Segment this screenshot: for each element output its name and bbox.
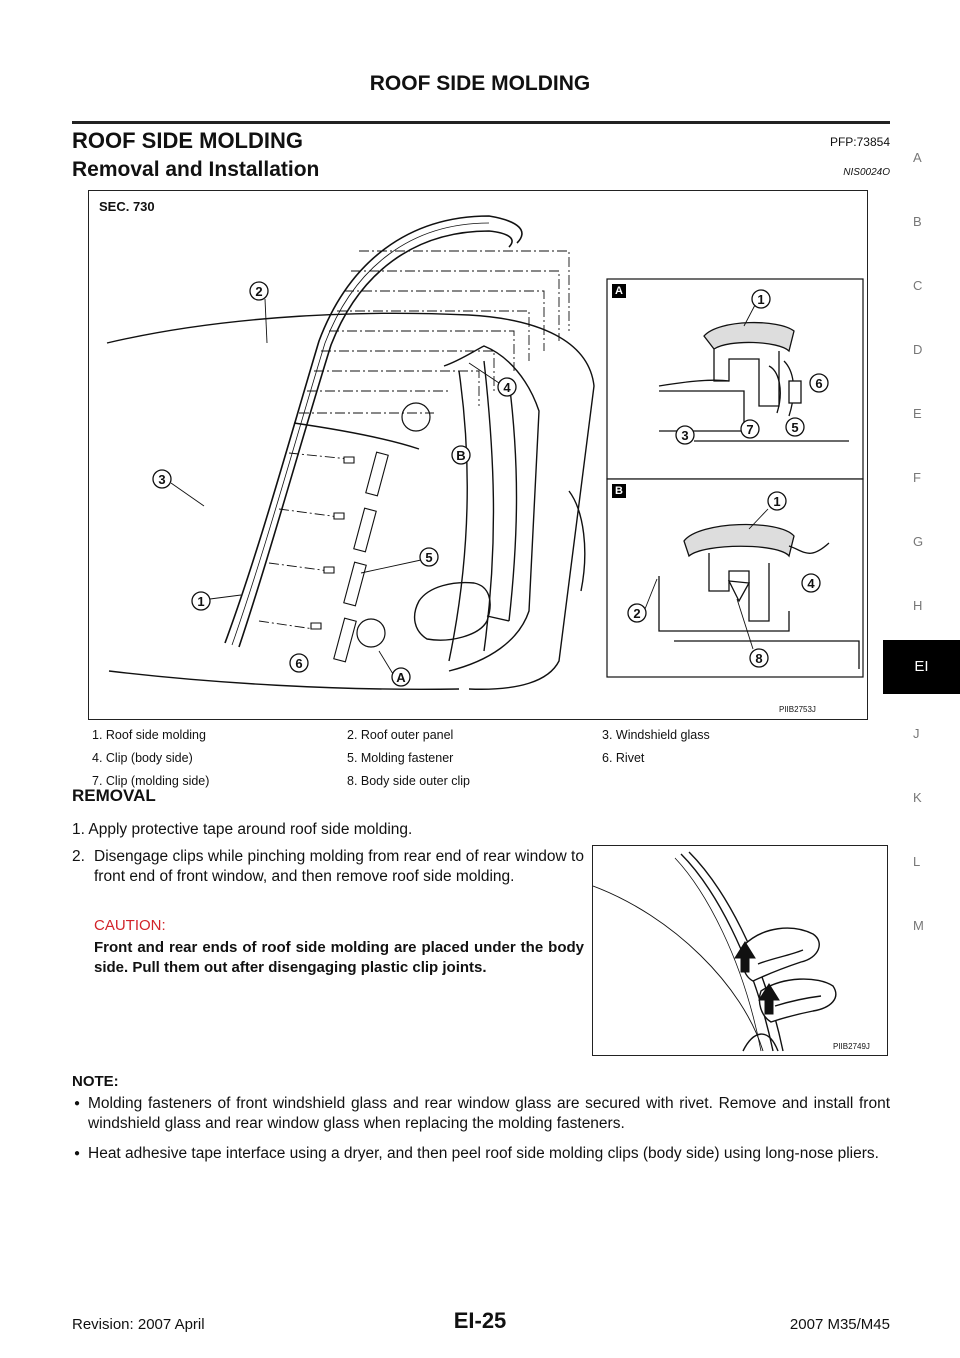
note-bullet-2 xyxy=(72,1144,890,1164)
callout-3-a xyxy=(676,426,694,444)
svg-text:2: 2 xyxy=(255,284,263,299)
legend-row xyxy=(92,774,872,797)
callout-1-b xyxy=(768,492,786,510)
svg-text:5: 5 xyxy=(791,420,799,435)
legend-item: 3. Windshield glass xyxy=(602,728,710,742)
detail-b-box xyxy=(607,479,863,677)
footer-model: 2007 M35/M45 xyxy=(789,1316,890,1333)
callout-6-main xyxy=(290,654,308,672)
legend-item: 2. Roof outer panel xyxy=(347,728,454,742)
side-tab-g[interactable]: G xyxy=(913,534,924,549)
caution-text: Front and rear ends of roof side molding are placed under the body side. Pull them out after disengaging plastic clip joints. xyxy=(94,939,584,976)
svg-text:2: 2 xyxy=(633,606,641,621)
side-tab-k[interactable]: K xyxy=(913,790,922,805)
note-bullet-1 xyxy=(72,1094,890,1134)
hands-pulling-molding xyxy=(593,846,889,1057)
side-tab-ei-active[interactable]: EI xyxy=(883,640,960,694)
callout-6-a xyxy=(810,374,828,392)
side-tab-j[interactable]: J xyxy=(913,726,920,741)
callout-a-main xyxy=(392,668,410,686)
legend-item: 7. Clip (molding side) xyxy=(92,774,210,788)
removal-heading: REMOVAL xyxy=(72,786,156,805)
photo-image-code: PIIB2749J xyxy=(833,1042,870,1051)
side-tab-m[interactable]: M xyxy=(913,918,924,933)
step-text: Disengage clips while pinching molding from rear end of rear window to front end of front window, and then remove roof side molding. xyxy=(94,848,584,885)
svg-text:3: 3 xyxy=(681,428,689,443)
side-tab-a[interactable]: A xyxy=(913,150,922,165)
side-tab-c[interactable]: C xyxy=(913,278,923,293)
bullet-symbol: ● xyxy=(74,1098,81,1109)
roof-molding-figure xyxy=(88,190,868,720)
callout-3-main xyxy=(153,470,171,488)
legend-item: 8. Body side outer clip xyxy=(347,774,470,788)
figure-legend xyxy=(92,728,872,797)
note-text: Heat adhesive tape interface using a dryer, and then peel roof side molding clips (body side) using long-nose pliers. xyxy=(88,1145,879,1162)
callout-5-a xyxy=(786,418,804,436)
svg-text:6: 6 xyxy=(295,656,303,671)
caution-heading: CAUTION: xyxy=(94,917,166,934)
side-tab-f[interactable]: F xyxy=(913,470,921,485)
legend-item: 4. Clip (body side) xyxy=(92,751,193,765)
subtitle-code: NIS0024O xyxy=(843,167,890,178)
section-subtitle: Removal and Installation xyxy=(72,158,320,181)
detail-a-tag: A xyxy=(612,284,626,298)
legend-item: 5. Molding fastener xyxy=(347,751,454,765)
section-title: ROOF SIDE MOLDING xyxy=(72,128,303,153)
footer-revision: Revision: 2007 April xyxy=(72,1316,205,1333)
removal-illustration xyxy=(592,845,888,1056)
figure-sec-label: SEC. 730 xyxy=(99,199,155,214)
svg-text:1: 1 xyxy=(197,594,205,609)
svg-text:4: 4 xyxy=(807,576,815,591)
callout-4-main xyxy=(498,378,516,396)
side-tab-b[interactable]: B xyxy=(913,214,922,229)
svg-text:B: B xyxy=(456,448,466,463)
removal-step-1: 1. Apply protective tape around roof side molding. xyxy=(72,821,413,838)
side-tab-e[interactable]: E xyxy=(913,406,922,421)
bullet-symbol: ● xyxy=(74,1148,81,1159)
legend-row xyxy=(92,728,872,751)
callout-b-main xyxy=(452,446,470,464)
svg-text:8: 8 xyxy=(755,651,763,666)
footer-page-number: EI-25 xyxy=(453,1308,507,1333)
detail-b-tag: B xyxy=(612,484,626,498)
svg-text:5: 5 xyxy=(425,550,433,565)
side-tab-h[interactable]: H xyxy=(913,598,923,613)
roof-molding-illustration xyxy=(89,191,869,721)
legend-row xyxy=(92,751,872,774)
side-tab-d[interactable]: D xyxy=(913,342,923,357)
callout-7-a xyxy=(741,420,759,438)
callout-4-b xyxy=(802,574,820,592)
svg-text:3: 3 xyxy=(158,472,166,487)
legend-item: 1. Roof side molding xyxy=(92,728,206,742)
svg-text:1: 1 xyxy=(757,292,765,307)
figure-image-code: PIIB2753J xyxy=(779,705,816,714)
note-text: Molding fasteners of front windshield glass and rear window glass are secured with rivet. Remove and install front windshield glass and rear window glass when replacing the molding fasteners. xyxy=(88,1095,890,1132)
svg-text:1: 1 xyxy=(773,494,781,509)
page-header-title: ROOF SIDE MOLDING xyxy=(369,72,591,95)
svg-text:A: A xyxy=(396,670,406,685)
legend-item xyxy=(602,774,857,797)
side-tab-l[interactable]: L xyxy=(913,854,921,869)
callout-8-b xyxy=(750,649,768,667)
legend-item: 6. Rivet xyxy=(602,751,645,765)
svg-text:7: 7 xyxy=(746,422,754,437)
svg-text:6: 6 xyxy=(815,376,823,391)
svg-text:4: 4 xyxy=(503,380,511,395)
removal-step-2 xyxy=(72,847,584,887)
callout-2-b xyxy=(628,604,646,622)
step-number: 2. xyxy=(72,848,85,865)
callout-2-main xyxy=(250,282,268,300)
callout-1-main xyxy=(192,592,210,610)
section-code: PFP:73854 xyxy=(829,135,890,149)
note-heading: NOTE: xyxy=(72,1073,119,1090)
header-rule xyxy=(72,121,890,124)
callout-5-main xyxy=(420,548,438,566)
